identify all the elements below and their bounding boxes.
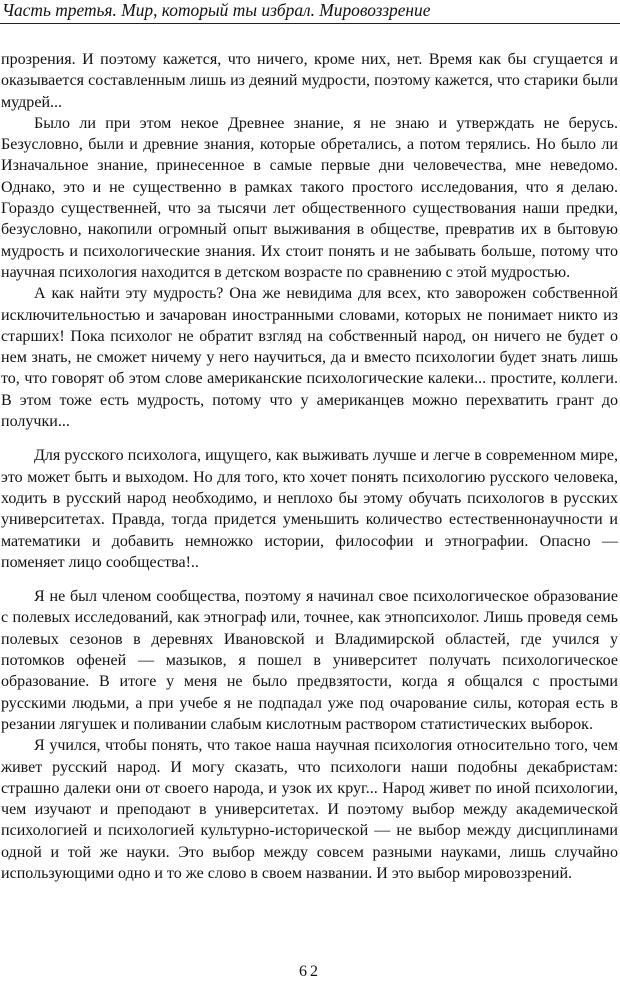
paragraph: Для русского психолога, ищущего, как выживать лучше и легче в современном мире, это может быть и выходом. Но для того, кто хочет понять психологию русского человека, ходить в русский народ необходимо, и неплохо бы этому обучать психологов в русских университетах. Правда, тогда придется уменьшить количество естественнонаучности и математики и добавить немножко истории, философии и этнографии. Опасно — поменяет лицо сообщества!.. [1,447,618,571]
paragraph: прозрения. И поэтому кажется, что ничего, кроме них, нет. Время как бы сгущается и оказывается составленным лишь из деяний мудрости, поэтому кажется, что старики были мудрей... [1,51,618,111]
header-title: Часть третья. Мир, который ты избрал. Мировоззрение [2,0,431,20]
paragraph: Я не был членом сообщества, поэтому я начинал свое психологическое образование с полевых исследований, как этнограф или, точнее, как этнопсихолог. Лишь проведя семь полевых сезонов в деревнях Ивановской и Владимирской областей, где учился у потомков офеней — мазыков, я пошел в университет получать психологическое образование. В итоге у меня не было предвзятости, когда я общался с простыми русскими людьми, а при учебе я не подпадал уже под очарование силы, которая есть в резании лягушек и поливании слабым кислотным раствором статистических выборок. [1,588,618,733]
paragraph: Я учился, чтобы понять, что такое наша научная психология относительно того, чем живет русский народ. И могу сказать, что психологи наши подобны декабристам: страшно далеки они от своего народа, и узок их круг... Народ живет по иной психологии, чем изучают и преподают в университетах. И поэтому выбор между академической психологией и психологией культурно-исторической — не выбор между дисциплинами одной и той же науки. Это выбор между совсем разными науками, лишь случайно использующими одно и то же слово в своем названии. И это выбор мировоззрений. [1,737,618,882]
running-header [0,0,620,24]
page-body [1,49,618,884]
page-number: 62 [299,963,321,980]
paragraph: А как найти эту мудрость? Она же невидима для всех, кто заворожен собственной исключительностью и зачарован иностранными словами, которых не понимает никто из старших! Пока психолог не обратит взгляд на собственный народ, он ничего не будет о нем знать, не сможет ничему у него научиться, да и вместо психологии будет знать лишь то, что говорят об этом слове американские психологические калеки... простите, коллеги. В этом тоже есть мудрость, потому что у американцев можно перехватить грант до получки... [1,285,618,431]
paragraph: Было ли при этом некое Древнее знание, я не знаю и утверждать не берусь. Безусловно, были и древние знания, которые обретались, а потом терялись. Но было ли Изначальное знание, принесенное в самые первые дни человечества, мне неведомо. Однако, это и не существенно в рамках такого простого исследования, что я делаю. Гораздо существенней, что за тысячи лет общественного существования наши предки, безусловно, накопили огромный опыт выживания в обществе, превратив их в бытовую мудрость и психологические знания. Их стоит понять и не забывать больше, потому что научная психология находится в детском возрасте по сравнению с этой мудростью. [1,114,618,281]
